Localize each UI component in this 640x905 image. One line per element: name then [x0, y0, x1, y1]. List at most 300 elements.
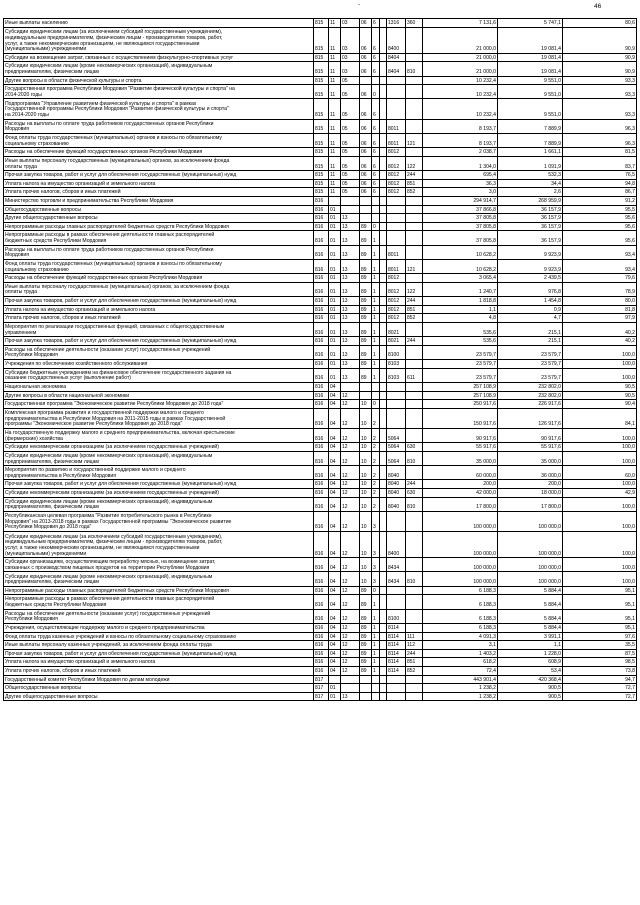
row-expense-type: [406, 428, 423, 442]
row-code: 816: [314, 400, 329, 409]
row-direction: 8012: [387, 188, 406, 197]
row-actual: 226 917,6: [498, 400, 563, 409]
row-section: 11: [329, 19, 341, 28]
row-subprogram: 1: [372, 274, 380, 283]
table-row: [4, 196, 637, 205]
table-row: [4, 222, 637, 231]
row-subprogram: 1: [372, 245, 380, 259]
row-section: 01: [329, 368, 341, 382]
row-section: 01: [329, 345, 341, 359]
row-subsection: 12: [341, 586, 360, 595]
row-program: 89: [360, 282, 372, 296]
row-subprogram: 1: [372, 231, 380, 245]
row-code: 816: [314, 259, 329, 273]
table-row: [4, 488, 637, 497]
row-percent: 84,1: [563, 408, 637, 428]
row-actual: 1 454,8: [498, 297, 563, 306]
row-direction: [387, 85, 406, 99]
row-item: [380, 99, 387, 119]
row-actual: 1 228,0: [498, 649, 563, 658]
row-subprogram: 1: [372, 649, 380, 658]
page-number: 46: [594, 3, 602, 10]
row-item: [380, 222, 387, 231]
row-subsection: 13: [341, 322, 360, 336]
row-percent: 87,5: [563, 649, 637, 658]
row-subsection: 12: [341, 480, 360, 489]
table-row: [4, 297, 637, 306]
row-code: 815: [314, 76, 329, 85]
row-planned: 618,2: [423, 658, 498, 667]
row-direction: 8040: [387, 480, 406, 489]
row-planned: 37 805,8: [423, 214, 498, 223]
row-name: Государственная программа Республики Мордовия "Развитие физической культуры и спорта" на 2014-2020 годы: [4, 85, 314, 99]
row-percent: 86,7: [563, 188, 637, 197]
row-subprogram: 3: [372, 558, 380, 572]
row-actual: 200,0: [498, 480, 563, 489]
row-program: 06: [360, 171, 372, 180]
row-direction: 8021: [387, 337, 406, 346]
row-actual: 100 000,0: [498, 558, 563, 572]
row-subprogram: 1: [372, 368, 380, 382]
table-row: [4, 428, 637, 442]
row-code: 815: [314, 53, 329, 62]
row-code: 816: [314, 314, 329, 323]
row-program: 89: [360, 649, 372, 658]
row-expense-type: 360: [406, 19, 423, 28]
row-program: 89: [360, 322, 372, 336]
row-subprogram: 6: [372, 119, 380, 133]
row-section: 04: [329, 451, 341, 465]
row-subprogram: 0: [372, 586, 380, 595]
row-item: [380, 156, 387, 170]
table-row: [4, 62, 637, 76]
row-name: Общегосударственные вопросы: [4, 684, 314, 693]
row-percent: 90,9: [563, 27, 637, 53]
row-program: 89: [360, 666, 372, 675]
row-code: 816: [314, 480, 329, 489]
row-subsection: 05: [341, 171, 360, 180]
row-code: 816: [314, 532, 329, 558]
row-direction: [387, 400, 406, 409]
row-code: 816: [314, 345, 329, 359]
row-program: 10: [360, 480, 372, 489]
row-percent: 72,7: [563, 684, 637, 693]
row-code: 816: [314, 222, 329, 231]
row-direction: 8404: [387, 62, 406, 76]
row-direction: 8040: [387, 488, 406, 497]
row-direction: 8100: [387, 609, 406, 623]
row-percent: 94,7: [563, 675, 637, 684]
row-program: [360, 76, 372, 85]
row-subprogram: 6: [372, 188, 380, 197]
row-planned: 37 866,8: [423, 205, 498, 214]
row-name: Прочая закупка товаров, работ и услуг для обеспечения государственных (муниципальных) нужд: [4, 337, 314, 346]
row-planned: 60 000,0: [423, 466, 498, 480]
row-section: 04: [329, 666, 341, 675]
row-subprogram: 2: [372, 466, 380, 480]
row-planned: 36,3: [423, 179, 498, 188]
table-row: [4, 53, 637, 62]
row-expense-type: [406, 345, 423, 359]
row-planned: 23 579,7: [423, 345, 498, 359]
row-section: 04: [329, 382, 341, 391]
row-section: 04: [329, 609, 341, 623]
row-section: 01: [329, 259, 341, 273]
row-actual: 34,4: [498, 179, 563, 188]
row-item: [380, 692, 387, 701]
row-name: Национальная экономика: [4, 382, 314, 391]
row-item: [380, 119, 387, 133]
row-code: 816: [314, 558, 329, 572]
row-item: [380, 382, 387, 391]
row-planned: 23 579,7: [423, 368, 498, 382]
row-actual: 1 091,9: [498, 156, 563, 170]
row-expense-type: [406, 205, 423, 214]
row-name: Мероприятия по развитию и государственной поддержке малого и среднего предпринимательства в Республике Мордовия: [4, 466, 314, 480]
table-row: [4, 85, 637, 99]
row-direction: 8114: [387, 641, 406, 650]
row-subsection: 12: [341, 511, 360, 531]
row-name: Расходы на обеспечение функций государственных органов Республики Мордовия: [4, 148, 314, 157]
row-expense-type: 244: [406, 337, 423, 346]
row-subprogram: 1: [372, 337, 380, 346]
row-percent: 95,5: [563, 205, 637, 214]
row-expense-type: [406, 196, 423, 205]
row-program: 10: [360, 408, 372, 428]
row-expense-type: [406, 85, 423, 99]
row-subprogram: 3: [372, 532, 380, 558]
row-percent: 100,0: [563, 497, 637, 511]
row-program: 06: [360, 133, 372, 147]
row-subsection: [341, 196, 360, 205]
table-row: [4, 558, 637, 572]
row-subsection: 03: [341, 53, 360, 62]
row-item: [380, 428, 387, 442]
row-subprogram: 1: [372, 623, 380, 632]
row-expense-type: [406, 400, 423, 409]
row-program: 06: [360, 27, 372, 53]
row-program: [360, 684, 372, 693]
row-percent: 80,0: [563, 297, 637, 306]
row-direction: 8103: [387, 368, 406, 382]
row-actual: 5 884,4: [498, 609, 563, 623]
row-code: 816: [314, 274, 329, 283]
row-direction: 8114: [387, 632, 406, 641]
row-actual: 100 000,0: [498, 572, 563, 586]
row-percent: 97,9: [563, 314, 637, 323]
row-subprogram: 1: [372, 658, 380, 667]
row-percent: 97,6: [563, 632, 637, 641]
row-direction: [387, 511, 406, 531]
row-expense-type: [406, 322, 423, 336]
row-expense-type: [406, 382, 423, 391]
row-actual: 232 802,0: [498, 391, 563, 400]
row-subsection: [341, 205, 360, 214]
row-subprogram: 6: [372, 53, 380, 62]
row-name: Уплата прочих налогов, сборов и иных платежей: [4, 314, 314, 323]
row-name: Субсидии юридическим лицам (за исключением субсидий государственным учреждениям), индивидуальным предпринимателям, физическим лицам - производителям товаров, работ, услуг, а также некоммерческим организациям, не являющимся государственными (муниципальными) учреждениями: [4, 27, 314, 53]
row-name: Субсидии на возмещение затрат, связанных с осуществлением физкультурно-спортивных услуг: [4, 53, 314, 62]
row-expense-type: 810: [406, 497, 423, 511]
row-direction: [387, 231, 406, 245]
top-mark: -: [358, 2, 360, 8]
row-program: 89: [360, 314, 372, 323]
row-expense-type: [406, 27, 423, 53]
row-name: Учреждения, осуществляющие поддержку малого и среднего предпринимательства: [4, 623, 314, 632]
row-program: 06: [360, 148, 372, 157]
row-program: 89: [360, 368, 372, 382]
row-actual: 23 579,7: [498, 360, 563, 369]
row-code: 816: [314, 360, 329, 369]
row-program: [360, 382, 372, 391]
row-code: 816: [314, 282, 329, 296]
row-item: [380, 451, 387, 465]
row-section: 04: [329, 408, 341, 428]
row-section: 04: [329, 623, 341, 632]
row-direction: [387, 196, 406, 205]
row-direction: 8012: [387, 179, 406, 188]
row-subsection: 12: [341, 649, 360, 658]
row-name: Расходы на обеспечение деятельности (оказание услуг) государственных учреждений Республики Мордовия: [4, 345, 314, 359]
row-subprogram: 1: [372, 641, 380, 650]
row-subsection: 05: [341, 119, 360, 133]
table-row: [4, 99, 637, 119]
row-program: [360, 214, 372, 223]
row-code: 816: [314, 658, 329, 667]
row-planned: 21 000,0: [423, 27, 498, 53]
row-code: 815: [314, 19, 329, 28]
row-subprogram: 6: [372, 19, 380, 28]
row-direction: [387, 595, 406, 609]
table-row: [4, 497, 637, 511]
row-subprogram: 6: [372, 99, 380, 119]
row-code: 815: [314, 99, 329, 119]
row-program: 10: [360, 400, 372, 409]
table-row: [4, 274, 637, 283]
row-subprogram: 2: [372, 497, 380, 511]
table-row: [4, 27, 637, 53]
row-percent: 90,9: [563, 53, 637, 62]
table-row: [4, 337, 637, 346]
table-row: [4, 451, 637, 465]
row-direction: 8114: [387, 649, 406, 658]
row-code: 816: [314, 609, 329, 623]
row-subsection: 12: [341, 451, 360, 465]
row-percent: 96,3: [563, 133, 637, 147]
row-subprogram: 0: [372, 222, 380, 231]
row-direction: 8114: [387, 623, 406, 632]
row-direction: 1316: [387, 19, 406, 28]
row-actual: 1 661,1: [498, 148, 563, 157]
row-subsection: 05: [341, 85, 360, 99]
row-program: 89: [360, 641, 372, 650]
row-section: 04: [329, 428, 341, 442]
row-code: 816: [314, 466, 329, 480]
row-section: 11: [329, 99, 341, 119]
row-direction: 8012: [387, 148, 406, 157]
row-code: 817: [314, 692, 329, 701]
row-section: 11: [329, 156, 341, 170]
row-actual: 9 551,0: [498, 76, 563, 85]
row-percent: 80,6: [563, 19, 637, 28]
row-program: 89: [360, 586, 372, 595]
row-planned: 443 901,4: [423, 675, 498, 684]
row-actual: 36 157,9: [498, 205, 563, 214]
row-subsection: 12: [341, 572, 360, 586]
row-item: [380, 532, 387, 558]
row-expense-type: [406, 360, 423, 369]
row-percent: 93,3: [563, 76, 637, 85]
row-name: Учреждения по обеспечению хозяйственного обслуживания: [4, 360, 314, 369]
row-subprogram: 1: [372, 360, 380, 369]
row-item: [380, 53, 387, 62]
row-program: [360, 692, 372, 701]
row-planned: 6 188,3: [423, 586, 498, 595]
row-section: 04: [329, 480, 341, 489]
row-subsection: 12: [341, 466, 360, 480]
row-subsection: 12: [341, 391, 360, 400]
row-item: [380, 345, 387, 359]
row-program: 10: [360, 511, 372, 531]
row-planned: 21 000,0: [423, 53, 498, 62]
row-code: 816: [314, 649, 329, 658]
row-code: 816: [314, 451, 329, 465]
row-subsection: 13: [341, 245, 360, 259]
row-expense-type: 122: [406, 282, 423, 296]
row-direction: 8012: [387, 171, 406, 180]
row-subsection: 03: [341, 27, 360, 53]
table-row: [4, 511, 637, 531]
row-code: 816: [314, 632, 329, 641]
row-program: [360, 391, 372, 400]
table-row: [4, 171, 637, 180]
row-name: Уплата налога на имущество организаций и земельного налога: [4, 658, 314, 667]
row-subsection: 13: [341, 314, 360, 323]
table-row: [4, 466, 637, 480]
row-direction: [387, 76, 406, 85]
row-planned: 42 000,0: [423, 488, 498, 497]
row-actual: 900,5: [498, 684, 563, 693]
row-planned: 1,1: [423, 305, 498, 314]
row-actual: 1,1: [498, 641, 563, 650]
row-percent: 91,2: [563, 196, 637, 205]
row-program: 06: [360, 62, 372, 76]
row-code: 815: [314, 62, 329, 76]
row-expense-type: [406, 231, 423, 245]
row-expense-type: 810: [406, 451, 423, 465]
row-direction: 8012: [387, 297, 406, 306]
row-code: 816: [314, 443, 329, 452]
row-program: 06: [360, 85, 372, 99]
row-actual: 3 991,1: [498, 632, 563, 641]
row-expense-type: 244: [406, 297, 423, 306]
row-actual: 9 551,0: [498, 85, 563, 99]
row-subsection: 12: [341, 558, 360, 572]
row-planned: 37 805,8: [423, 222, 498, 231]
row-percent: 95,6: [563, 214, 637, 223]
row-percent: 95,1: [563, 586, 637, 595]
row-code: 815: [314, 85, 329, 99]
row-item: [380, 666, 387, 675]
row-percent: 60,0: [563, 466, 637, 480]
row-expense-type: 111: [406, 632, 423, 641]
row-item: [380, 360, 387, 369]
row-expense-type: [406, 119, 423, 133]
row-program: 89: [360, 360, 372, 369]
row-direction: 8011: [387, 133, 406, 147]
row-name: Субсидии бюджетным учреждениям на финансовое обеспечение государственного задания на оказание государственных услуг (выполнение работ): [4, 368, 314, 382]
table-row: [4, 658, 637, 667]
row-section: 01: [329, 360, 341, 369]
row-code: 816: [314, 391, 329, 400]
row-percent: 93,3: [563, 85, 637, 99]
row-percent: 100,0: [563, 532, 637, 558]
row-section: 04: [329, 586, 341, 595]
row-actual: 2 439,5: [498, 274, 563, 283]
table-row: [4, 675, 637, 684]
row-subsection: 05: [341, 148, 360, 157]
table-row: [4, 133, 637, 147]
row-expense-type: 630: [406, 443, 423, 452]
row-actual: 19 081,4: [498, 27, 563, 53]
row-name: Иные выплаты персоналу государственных (муниципальных) органов, за исключением фонда оплаты труда: [4, 156, 314, 170]
row-subprogram: 2: [372, 480, 380, 489]
table-row: [4, 641, 637, 650]
row-actual: 19 081,4: [498, 62, 563, 76]
row-percent: 90,5: [563, 391, 637, 400]
row-name: Непрограммные расходы главных распорядителей бюджетных средств Республики Мордовия: [4, 222, 314, 231]
row-program: 89: [360, 595, 372, 609]
row-subprogram: 1: [372, 305, 380, 314]
table-row: [4, 322, 637, 336]
row-percent: 100,0: [563, 511, 637, 531]
row-planned: 10 628,2: [423, 245, 498, 259]
row-program: 10: [360, 428, 372, 442]
row-planned: 17 800,0: [423, 497, 498, 511]
row-planned: 72,4: [423, 666, 498, 675]
row-subsection: 13: [341, 368, 360, 382]
row-percent: 79,6: [563, 274, 637, 283]
row-program: 10: [360, 466, 372, 480]
row-section: 01: [329, 274, 341, 283]
row-item: [380, 586, 387, 595]
row-subprogram: 6: [372, 62, 380, 76]
row-subsection: 13: [341, 231, 360, 245]
row-planned: 4,8: [423, 314, 498, 323]
row-subsection: 13: [341, 222, 360, 231]
row-program: 10: [360, 488, 372, 497]
row-actual: 215,1: [498, 337, 563, 346]
table-row: [4, 148, 637, 157]
row-direction: [387, 684, 406, 693]
row-section: 04: [329, 511, 341, 531]
row-code: 816: [314, 214, 329, 223]
row-percent: 100,0: [563, 558, 637, 572]
table-row: [4, 609, 637, 623]
row-item: [380, 245, 387, 259]
row-program: 10: [360, 443, 372, 452]
table-row: [4, 282, 637, 296]
row-direction: 8012: [387, 282, 406, 296]
row-item: [380, 649, 387, 658]
row-program: 89: [360, 231, 372, 245]
row-subsection: 13: [341, 692, 360, 701]
row-direction: 8011: [387, 119, 406, 133]
row-planned: 7 131,6: [423, 19, 498, 28]
row-percent: 95,6: [563, 222, 637, 231]
row-percent: 35,5: [563, 641, 637, 650]
row-code: 816: [314, 368, 329, 382]
